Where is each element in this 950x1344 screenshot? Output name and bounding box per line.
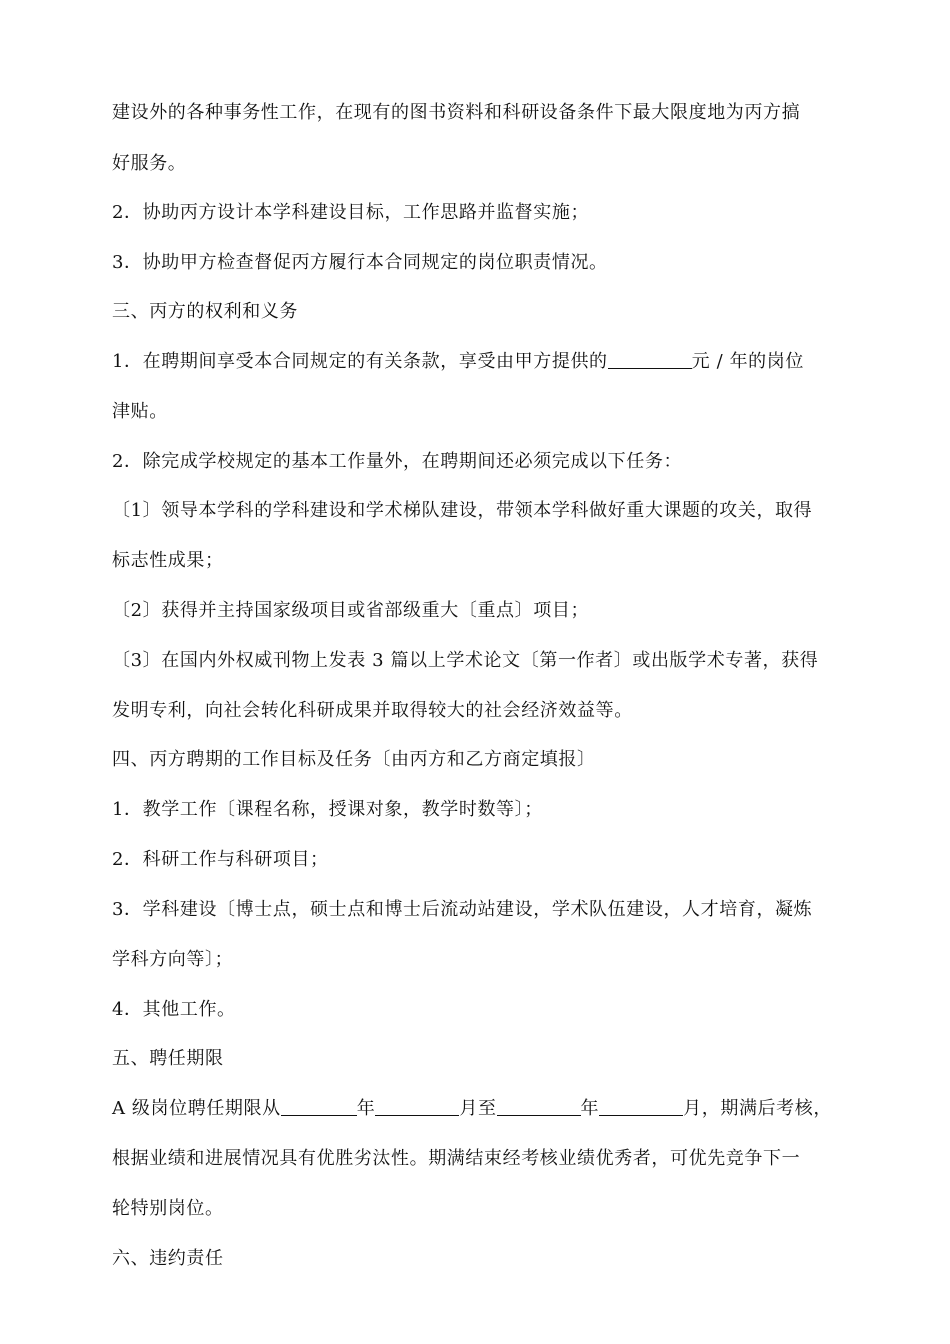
paragraph-line [112, 1095, 852, 1123]
text-run: 五、聘任期限 [112, 1048, 224, 1069]
fill-in-blank[interactable] [281, 1095, 357, 1116]
text-run: 轮特别岗位。 [112, 1198, 224, 1219]
section-heading [112, 1245, 852, 1273]
text-run: 年 [356, 1098, 376, 1119]
list-item [112, 647, 852, 675]
fill-in-blank[interactable] [497, 1095, 581, 1116]
text-run: 2．协助丙方设计本学科建设目标，工作思路并监督实施； [112, 202, 590, 223]
paragraph-line [112, 697, 852, 725]
list-item [112, 497, 852, 525]
text-run: A 级岗位聘任期限从 [112, 1098, 281, 1119]
section-heading [112, 746, 852, 774]
text-run: 学科方向等〕； [112, 949, 234, 970]
paragraph-line [112, 547, 852, 575]
paragraph-line [112, 150, 852, 178]
section-heading [112, 298, 852, 326]
text-run: 〔1〕领导本学科的学科建设和学术梯队建设，带领本学科做好重大课题的攻关，取得 [112, 500, 813, 521]
list-item [112, 249, 852, 277]
fill-in-blank[interactable] [608, 348, 692, 369]
text-run: 2．除完成学校规定的基本工作量外，在聘期间还必须完成以下任务： [112, 451, 683, 472]
paragraph-line [112, 398, 852, 426]
list-item [112, 846, 852, 874]
text-run: 元 / 年的岗位 [691, 351, 804, 372]
text-run: 津贴。 [112, 401, 168, 422]
text-run: 年 [580, 1098, 600, 1119]
fill-in-blank[interactable] [375, 1095, 459, 1116]
text-run: 〔2〕获得并主持国家级项目或省部级重大〔重点〕项目； [112, 600, 590, 621]
text-run: 3．协助甲方检查督促丙方履行本合同规定的岗位职责情况。 [112, 252, 608, 273]
paragraph-line [112, 99, 852, 127]
text-run: 2．科研工作与科研项目； [112, 849, 329, 870]
text-run: 六、违约责任 [112, 1248, 224, 1269]
list-item [112, 996, 852, 1024]
text-run: 1．教学工作〔课程名称，授课对象，教学时数等〕； [112, 799, 543, 820]
text-run: 标志性成果； [112, 550, 224, 571]
paragraph-line [112, 1195, 852, 1223]
list-item [112, 348, 852, 376]
text-run: 发明专利，向社会转化科研成果并取得较大的社会经济效益等。 [112, 700, 633, 721]
paragraph-line [112, 946, 852, 974]
text-run: 好服务。 [112, 153, 187, 174]
list-item [112, 199, 852, 227]
section-heading [112, 1045, 852, 1073]
text-run: 建设外的各种事务性工作，在现有的图书资料和科研设备条件下最大限度地为丙方搞 [112, 102, 801, 123]
text-run: 3．学科建设〔博士点，硕士点和博士后流动站建设，学术队伍建设，人才培育，凝炼 [112, 899, 813, 920]
text-run: 三、丙方的权利和义务 [112, 301, 298, 322]
text-run: 1．在聘期间享受本合同规定的有关条款，享受由甲方提供的 [112, 351, 608, 372]
text-run: 4．其他工作。 [112, 999, 236, 1020]
fill-in-blank[interactable] [599, 1095, 683, 1116]
text-run: 月至 [459, 1098, 497, 1119]
list-item [112, 896, 852, 924]
text-run: 根据业绩和进展情况具有优胜劣汰性。期满结束经考核业绩优秀者，可优先竞争下一 [112, 1148, 801, 1169]
text-run: 四、丙方聘期的工作目标及任务〔由丙方和乙方商定填报〕 [112, 749, 596, 770]
text-run: 〔3〕在国内外权威刊物上发表 3 篇以上学术论文〔第一作者〕或出版学术专著，获得 [112, 650, 819, 671]
list-item [112, 597, 852, 625]
list-item [112, 448, 852, 476]
text-run: 月，期满后考核， [683, 1098, 832, 1119]
list-item [112, 796, 852, 824]
paragraph-line [112, 1145, 852, 1173]
